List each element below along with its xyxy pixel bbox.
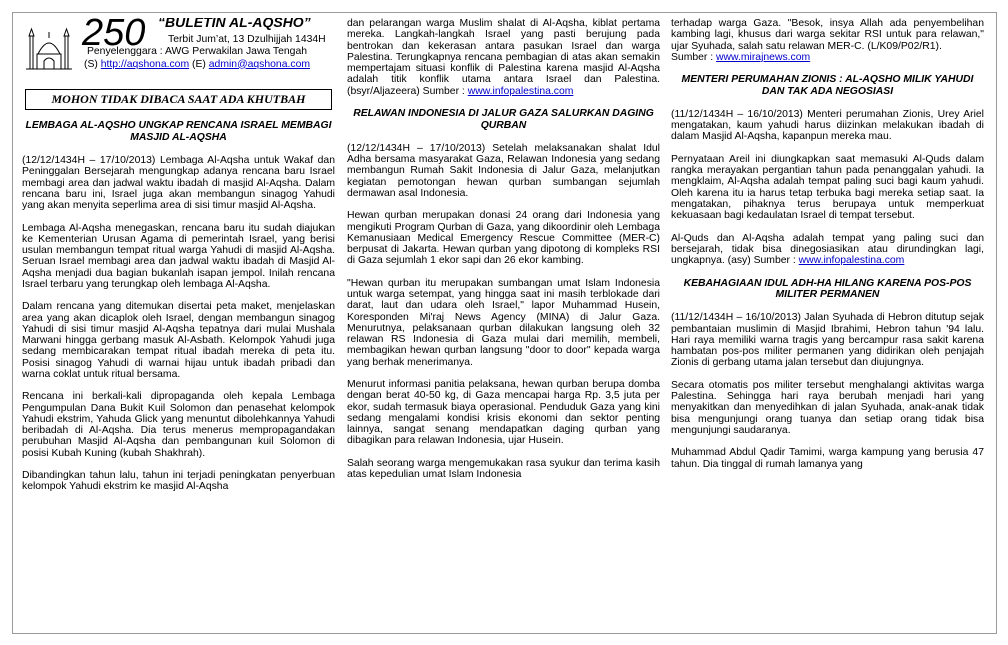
article-2-continued: terhadap warga Gaza. "Besok, insya Allah ada penyembelihan kambing lagi, khusus dari warga sekitar RSI untuk para relawan," ujar Syuhada, salah satu relawan MER-C. (L/K09/P02/R1). — [671, 18, 984, 52]
organizer-line: Penyelenggara : AWG Perwakilan Jawa Tengah — [86, 46, 308, 57]
article-1-paragraph: Dibandingkan tahun lalu, tahun ini terjadi peningkatan penyerbuan kelompok Yahudi ekstrim ke masjid Al-Aqsha — [22, 470, 335, 493]
article-3-paragraph: Pernyataan Areil ini diungkapkan saat memasuki Al-Quds dalam rangka merayakan pergantian tahun pada penanggalan yahudi. Ia mengklaim, Al-Aqsha adalah tempat paling suci bagi kaum yahudi. Oleh karena itu ia harus tetap terbuka bagi mereka setiap saat. Ia mengatakan, pihaknya terus berupaya untuk memperkuat kekuasaan bagi kedaulatan Israel di tempat tersebut. — [671, 153, 984, 222]
column-2 — [347, 18, 660, 628]
source-link[interactable]: www.infopalestina.com — [467, 85, 574, 97]
article-2-headline: RELAWAN INDONESIA DI JALUR GAZA SALURKAN DAGING QURBAN — [353, 108, 654, 131]
article-1-paragraph: Dalam rencana yang ditemukan disertai peta maket, menjelaskan area yang akan dicaplok oleh Israel, dengan membangun sinagog Yahudi di sisi timur masjid Al-Aqsha tepatnya dari mulai Mushala Marwani hingga gerbang masuk Al-Asbath. Kelompok Yahudi juga sedang membicarakan tempat ritual ibadah mereka di peta itu. Posisi sinagog Yahudi di warnai hijau untuk ibadah pribadi dan warna coklat untuk ritual bersama. — [22, 301, 335, 380]
masthead-info — [62, 46, 332, 71]
article-3-paragraph — [671, 233, 984, 267]
column-1 — [22, 18, 335, 628]
site-prefix: (S) — [83, 58, 98, 70]
issue-number: 250 — [82, 18, 146, 54]
article-2-paragraph: "Hewan qurban itu merupakan sumbangan umat Islam Indonesia untuk warga setempat, yang hingga saat ini masih terblokade dari darat, laut dan udara oleh Israel," lapor Muhammad Husein, Koresponden Mi'raj News Agency (MINA) di Jalur Gaza. Menurutnya, pelaksanaan qurban dilakukan langsung oleh 32 relawan RS Indonesia di Gaza mulai dari memilih, membeli, membagikan hewan qurban langsung "door to door" kepada warga yang berhak menerimanya. — [347, 277, 660, 368]
article-1-paragraph: Rencana ini berkali-kali dipropaganda oleh kepala Lembaga Pengumpulan Dana Bukit Kuil Solomon dan penasehat kelompok Yahudi ekstrim, Yahuda Glick yang menuntut dibolehkannya Yahudi beribadah di Al-Aqsha. Dia terus menerus mempropagandakan perubuhan Masjid Al-Aqsha dan pembangunan kuil Solomon di posisi Kubah Kuning (kubah Shakhrah). — [22, 391, 335, 459]
article-1-continued: dan pelarangan warga Muslim shalat di Al-Aqsha, kiblat pertama mereka. Langkah-langkah Israel yang pasti berujung pada bentrokan dan kekerasan antara pasukan Israel dan warga Palestina. Terungkapnya rencana pembagian di atas akan semakin mempertajam situasi konflik di Palestina karena masjid Al-Aqsha adalah titik konflik utama antara Israel dan Palestina. (bsyr/Aljazeera) — [347, 18, 660, 97]
source-label: Sumber : — [671, 51, 714, 63]
khutbah-notice: MOHON TIDAK DIBACA SAAT ADA KHUTBAH — [25, 89, 332, 110]
article-2-paragraph: Hewan qurban merupakan donasi 24 orang dari Indonesia yang mengikuti Program Qurban di Gaza, yang dikoordinir oleh Lembaga Kemanusiaan Medical Emergency Rescue Committee (MER-C) berpusat di Jakarta. Hewan qurban yang dipotong di kompleks RSI di Gaza sejumlah 1 ekor sapi dan 26 ekor kambing. — [347, 210, 660, 267]
article-4-paragraph: Secara otomatis pos militer tersebut menghalangi aktivitas warga Palestina. Sehingga hari raya berubah menjadi hari yang menyakitkan dan menyedihkan di jalan Syuhada, anak-anak tidak bisa mengunjungi orang tuanya dan setiap orang tidak bisa mengunjungi saudaranya. — [671, 379, 984, 436]
article-1-headline: LEMBAGA AL-AQSHO UNGKAP RENCANA ISRAEL MEMBAGI MASJID AL-AQSHA — [25, 120, 332, 144]
article-1-paragraph: Lembaga Al-Aqsha menegaskan, rencana baru itu sudah diajukan ke Kementerian Urusan Agama di pemerintah Israel, yang berisi usulan membangun tempat ritual warga Yahudi di masjid Al-Aqsha. Seruan Israel membagi area dan jadwal waktu ibadah di Masjid Al-Aqsha menjadi dua bagian bukanlah isapan jempol. Inilah rencana Israel terbaru yang terungkap oleh lembaga Al-Aqsha. — [22, 222, 335, 290]
article-1-paragraph: (12/12/1434H – 17/10/2013) Lembaga Al-Aqsha untuk Wakaf dan Peninggalan Bersejarah mengungkap adanya rencana baru Israel membagi area dan jadwal waktu ibadah di masjid Al-Aqsha. Dalam rencana baru ini, Israel juga akan membangun sinagog Yahudi yang akan menyita seperlima area di sisi timur masjid Al-Aqsha. — [22, 155, 335, 212]
article-2-paragraph: Menurut informasi panitia pelaksana, hewan qurban berupa domba dengan berat 40-50 kg, di Gaza mencapai harga Rp. 3,5 juta per ekor, sudah termasuk biaya operasional. Penduduk Gaza yang kini sedang mengalami kondisi krisis ekonomi dan sektor penting lainnya, sangat senang mendapatkan daging qurban yang dibagikan para relawan Indonesia, ujar Husein. — [347, 379, 660, 447]
article-4-headline: KEBAHAGIAAN IDUL ADH-HA HILANG KARENA POS-POS MILITER PERMANEN — [683, 277, 972, 301]
email-prefix: (E) — [192, 58, 206, 70]
article-2-paragraph: Salah seorang warga mengemukakan rasa syukur dan terima kasih atas kepedulian umat Islam Indonesia — [347, 457, 660, 481]
bulletin-title: “BULETIN AL-AQSHO” — [158, 18, 311, 30]
email-link[interactable]: admin@aqshona.com — [208, 58, 310, 70]
article-2-paragraph: (12/12/1434H – 17/10/2013) Setelah melaksanakan shalat Idul Adha bersama masyarakat Gaza, Relawan Indonesia yang sedang membangun Rumah Sakit Indonesia di Jalur Gaza, melanjutkan kegiatan pemotongan hewan qurban sumbangan sejumlah dermawan asal Indonesia. — [347, 142, 660, 199]
publish-date: Terbit Jum’at, 13 Dzulhijjah 1434H — [168, 34, 326, 45]
article-3-paragraph: (11/12/1434H – 16/10/2013) Menteri perumahan Zionis, Urey Ariel mengatakan, kaum yahudi harus diizinkan melakukan ibadah di dalam Masjid Al-Aqsha, kapanpun mereka mau. — [671, 108, 984, 143]
article-3-headline: MENTERI PERUMAHAN ZIONIS : AL-AQSHO MILIK YAHUDI DAN TAK ADA NEGOSIASI — [681, 74, 974, 97]
article-3-text: Al-Quds dan Al-Aqsha adalah tempat yang paling suci dan bersejarah, tidak bisa dinegosiasikan atau dirundingkan lagi, ungkapnya. (asy) Sumber : — [671, 232, 984, 267]
article-1-paragraph — [347, 18, 660, 97]
article-4-paragraph: Muhammad Abdul Qadir Tamimi, warga kampung yang berusia 47 tahun. Dia tinggal di rumah lamanya yang — [671, 447, 984, 470]
article-4-paragraph: (11/12/1434H – 16/10/2013) Jalan Syuhada di Hebron ditutup sejak pembantaian muslimin di Masjid Ibrahimi, Hebron tahun '94 lalu. Hari raya memiliki warna tragis yang bercampur rasa sakit karena hambatan pos-pos militer permanen yang didirikan oleh penjajah Zionis di gerbang utama jalan tersebut dan diujungnya. — [671, 312, 984, 369]
column-3 — [671, 18, 984, 628]
site-link[interactable]: http://aqshona.com — [100, 58, 190, 70]
source-link[interactable]: www.infopalestina.com — [798, 255, 905, 267]
contact-line — [62, 59, 332, 72]
source-label: Sumber : — [422, 85, 465, 97]
masthead — [22, 18, 335, 76]
source-link[interactable]: www.mirajnews.com — [716, 51, 811, 63]
article-2-paragraph — [671, 18, 984, 63]
